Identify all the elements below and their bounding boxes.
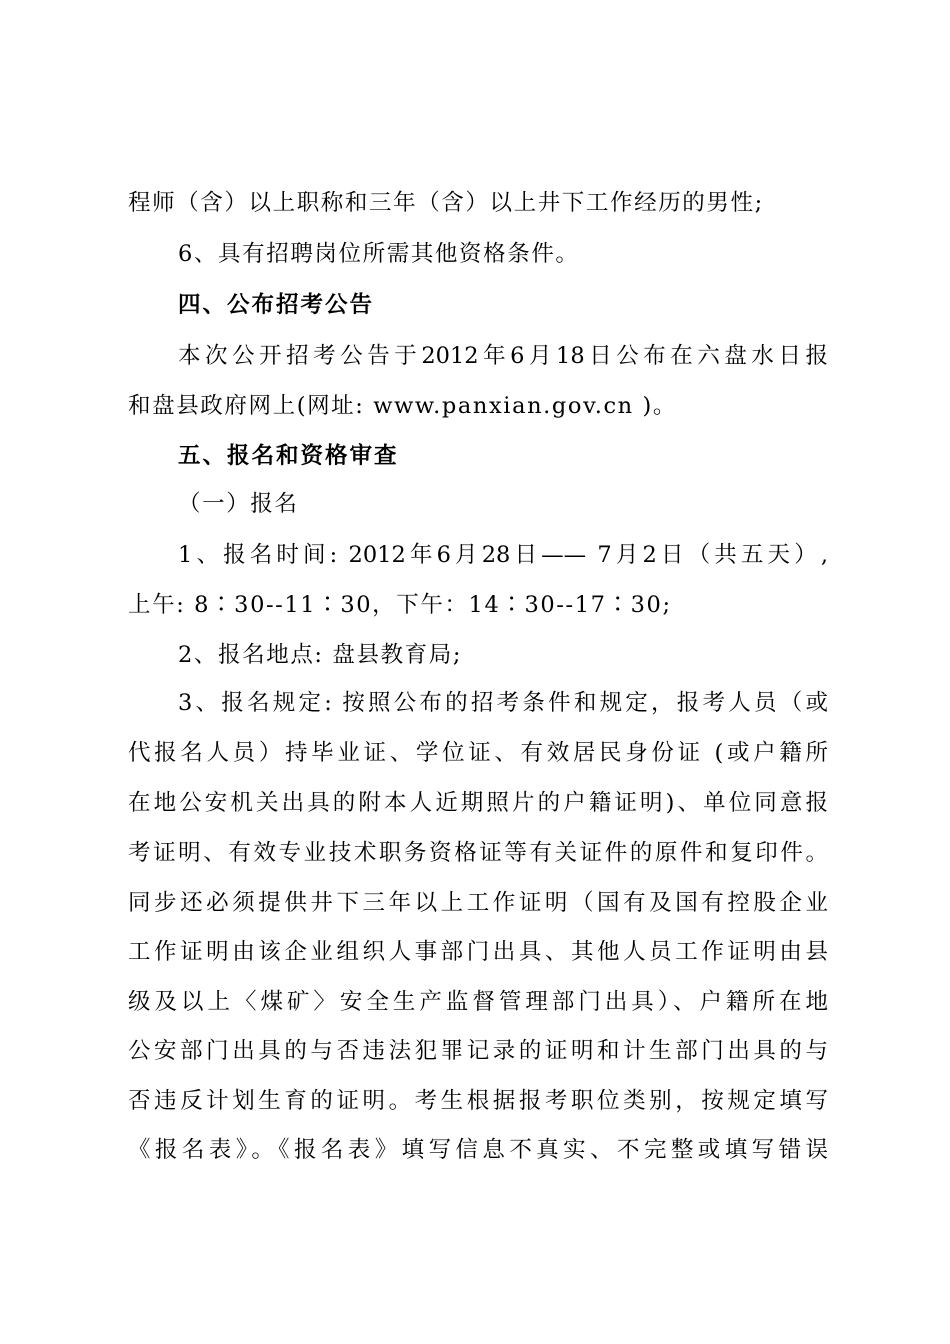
text-line: 《报名表》。《报名表》填写信息不真实、不完整或填写错误: [128, 1137, 828, 1163]
text-line: 同步还必须提供井下三年以上工作证明（国有及国有控股企业: [128, 890, 828, 916]
text-line: 上午: 8∶30--11∶30，下午：14∶30--17∶30;: [128, 592, 672, 618]
text-line: 代报名人员）持毕业证、学位证、有效居民身份证 (或户籍所: [128, 740, 828, 766]
text-line: 和盘县政府网上(网址: www.panxian.gov.cn )。: [128, 393, 677, 419]
text-line: 本次公开招考公告于2012年6月18日公布在六盘水日报: [178, 343, 828, 369]
section-heading: 四、公布招考公告: [178, 292, 375, 318]
text-line: 在地公安机关出具的附本人近期照片的户籍证明)、单位同意报: [128, 790, 828, 816]
text-line: 2、报名地点: 盘县教育局;: [178, 642, 463, 668]
text-line: 工作证明由该企业组织人事部门出具、其他人员工作证明由县: [128, 939, 828, 965]
subsection-heading: （一）报名: [178, 491, 299, 517]
text-line: 3、报名规定: 按照公布的招考条件和规定，报考人员（或: [178, 690, 828, 716]
text-line: 公安部门出具的与否违法犯罪记录的证明和计生部门出具的与: [128, 1038, 828, 1064]
text-line: 程师（含）以上职称和三年（含）以上井下工作经历的男性;: [128, 190, 764, 216]
text-line: 1、报名时间: 2012年6月28日—— 7月2日（共五天）,: [178, 542, 828, 568]
text-line: 级及以上〈煤矿〉安全生产监督管理部门出具）、户籍所在地: [128, 989, 828, 1015]
text-line: 考证明、有效专业技术职务资格证等有关证件的原件和复印件。: [128, 840, 828, 866]
text-line: 6、具有招聘岗位所需其他资格条件。: [178, 241, 580, 267]
text-line: 否违反计划生育的证明。考生根据报考职位类别，按规定填写: [128, 1088, 828, 1114]
section-heading: 五、报名和资格审查: [178, 443, 399, 469]
